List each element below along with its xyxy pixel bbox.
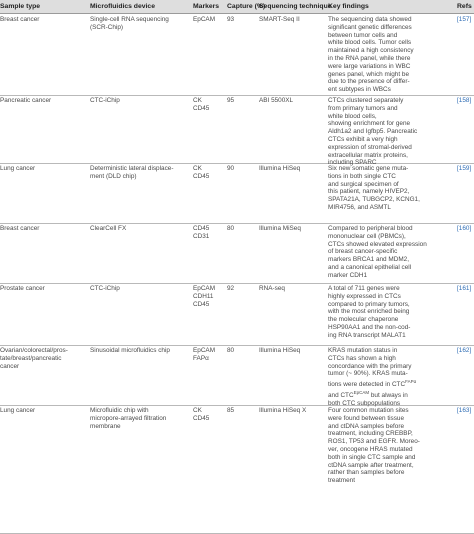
cell-sequencing: Illumina HiSeq bbox=[259, 347, 301, 354]
cell-capture: 90 bbox=[227, 165, 235, 172]
cell-ref[interactable]: [158] bbox=[457, 97, 472, 104]
header-sequencing: Sequencing technique bbox=[259, 3, 332, 10]
cell-ref[interactable]: [157] bbox=[457, 16, 472, 23]
cell-findings: Four common mutation sites were found between tissue and ctDNA samples before treatment, including CREBBP, ROS1, TP53 and EGFR. Moreo- ver, oncogene HRAS mutated both in single CTC sample and ctDNA sample after treatment, rather than samples before treatment bbox=[328, 407, 420, 485]
cell-findings: The sequencing data showed significant genetic differences between tumor cells and white blood cells. Tumor cells maintained a high consistency in the RNA panel, while there were large variations in WBC genes panel, which might be due to the presence of differ- ent subtypes in WBCs bbox=[328, 16, 414, 94]
cell-capture: 93 bbox=[227, 16, 235, 23]
cell-findings: Compared to peripheral blood mononuclear cell (PBMCs), CTCs showed elevated expression of breast cancer-specific markers BRCA1 and MDM2, and a canonical epithelial cell marker CDH1 bbox=[328, 225, 427, 279]
header-device: Microfluidics device bbox=[90, 3, 155, 10]
cell-sample-type: Ovarian/colorectal/pros- tate/breast/pancreatic cancer bbox=[0, 347, 68, 370]
table-row bbox=[0, 283, 474, 346]
cell-device: Microfluidic chip with micropore-arrayed filtration membrane bbox=[90, 407, 167, 430]
cell-sequencing: SMART-Seq II bbox=[259, 16, 300, 23]
cell-sequencing: Illumina HiSeq bbox=[259, 165, 301, 172]
header-capture: Capture (%) bbox=[227, 3, 266, 10]
cell-markers: CK CD45 bbox=[193, 407, 210, 422]
header-refs: Refs bbox=[457, 3, 472, 10]
cell-device: ClearCell FX bbox=[90, 225, 127, 232]
cell-sample-type: Lung cancer bbox=[0, 407, 36, 414]
header-findings: Key findings bbox=[328, 3, 369, 10]
cell-capture: 85 bbox=[227, 407, 235, 414]
cell-markers: EpCAM FAPα bbox=[193, 347, 216, 362]
cell-findings: KRAS mutation status in CTCs has shown a high concordance with the primary tumor (~ 90%). KRAS muta- tions were detected in $CTC^{FAP\alpha}$ and $CTC^{EpCAM}$ but always in both CTC subpopulations bbox=[328, 347, 417, 408]
cell-ref[interactable]: [161] bbox=[457, 285, 472, 292]
cell-findings: A total of 711 genes were highly expressed in CTCs compared to primary tumors, with the most enriched being the molecular chaperone HSP90AA1 and the non-cod- ing RNA transcript MALAT1 bbox=[328, 285, 411, 339]
cell-sample-type: Prostate cancer bbox=[0, 285, 45, 292]
cell-sequencing: Illumina HiSeq X bbox=[259, 407, 307, 414]
table-row bbox=[0, 223, 474, 284]
cell-findings: CTCs clustered separately from primary tumors and white blood cells, showing enrichment for gene Aldh1a2 and Igfbp5. Pancreatic CTCs exhibit a very high expression of stromal-derived extracellular matrix proteins, including SPARC bbox=[328, 97, 418, 167]
header-sample-type: Sample type bbox=[0, 3, 41, 10]
cell-sample-type: Lung cancer bbox=[0, 165, 36, 172]
cell-sample-type: Breast cancer bbox=[0, 225, 40, 232]
cell-ref[interactable]: [163] bbox=[457, 407, 472, 414]
cell-markers: CK CD45 bbox=[193, 165, 210, 180]
cell-markers: EpCAM bbox=[193, 16, 216, 23]
cell-markers: CD45 CD31 bbox=[193, 225, 210, 240]
table-row bbox=[0, 95, 474, 167]
cell-markers: CK CD45 bbox=[193, 97, 210, 112]
table-row bbox=[0, 345, 474, 406]
cell-device: CTC-iChip bbox=[90, 285, 120, 292]
cell-capture: 95 bbox=[227, 97, 235, 104]
cell-capture: 92 bbox=[227, 285, 235, 292]
cell-ref[interactable]: [159] bbox=[457, 165, 472, 172]
cell-sequencing: RNA-seq bbox=[259, 285, 285, 292]
cell-sample-type: Pancreatic cancer bbox=[0, 97, 52, 104]
cell-findings: Six new somatic gene muta- tions in both single CTC and surgical specimen of this patient, namely HIVEP2, SPATA21A, TUBGCP2, KCNG1, MIR4756, and ASMTL bbox=[328, 165, 420, 211]
cell-markers: EpCAM CDH11 CD45 bbox=[193, 285, 216, 308]
cell-device: Sinusoidal microfluidics chip bbox=[90, 347, 170, 354]
cell-device: Deterministic lateral displace- ment (DLD chip) bbox=[90, 165, 174, 180]
cell-sample-type: Breast cancer bbox=[0, 16, 40, 23]
cell-device: CTC-iChip bbox=[90, 97, 120, 104]
cell-sequencing: Illumina MiSeq bbox=[259, 225, 301, 232]
cell-ref[interactable]: [162] bbox=[457, 347, 472, 354]
cell-ref[interactable]: [160] bbox=[457, 225, 472, 232]
cell-capture: 80 bbox=[227, 225, 235, 232]
cell-sequencing: ABI 5500XL bbox=[259, 97, 294, 104]
table-row bbox=[0, 14, 474, 96]
cell-device: Single-cell RNA sequencing (SCR-Chip) bbox=[90, 16, 169, 31]
table-row bbox=[0, 163, 474, 224]
table-header bbox=[0, 0, 474, 14]
table-row bbox=[0, 405, 474, 534]
header-markers: Markers bbox=[193, 3, 220, 10]
cell-capture: 80 bbox=[227, 347, 235, 354]
